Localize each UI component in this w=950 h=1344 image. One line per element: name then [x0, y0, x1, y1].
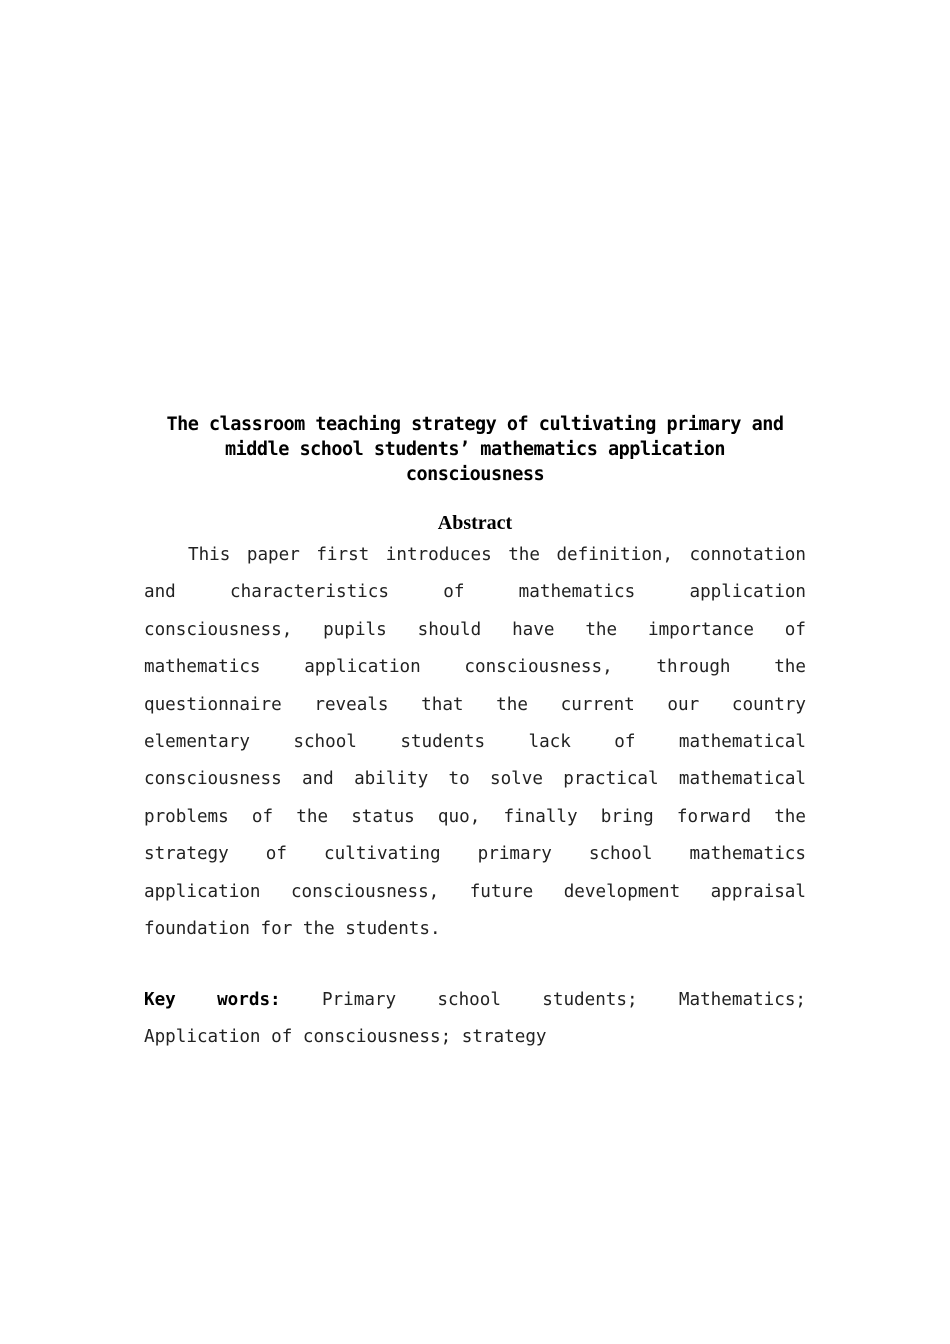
keywords-line-1: [144, 982, 806, 1019]
title-line-1: The classroom teaching strategy of cultivating primary and: [166, 414, 784, 435]
abstract-line-1: This paper first introduces the definition, connotation: [188, 545, 806, 565]
title-line-3: consciousness: [405, 464, 545, 485]
keywords-line-2: Application of consciousness; strategy: [144, 1027, 547, 1048]
abstract-line-7: consciousness and ability to solve practical mathematical: [144, 769, 806, 790]
abstract-line-11: foundation for the students.: [144, 918, 441, 939]
paper-title: [140, 412, 810, 487]
abstract-line-2: and characteristics of mathematics application: [144, 582, 806, 603]
abstract-line-9: strategy of cultivating primary school mathematics: [144, 844, 806, 865]
abstract-body: [144, 537, 806, 948]
keywords-section: [144, 982, 806, 1057]
abstract-line-5: questionnaire reveals that the current our country: [144, 694, 806, 715]
abstract-line-3: consciousness, pupils should have the importance of: [144, 619, 806, 640]
abstract-line-10: application consciousness, future development appraisal: [144, 881, 806, 902]
abstract-line-4: mathematics application consciousness, through the: [144, 657, 806, 678]
title-line-2: middle school students’ mathematics application: [225, 439, 725, 460]
abstract-line-8: problems of the status quo, finally bring forward the: [144, 806, 806, 827]
keywords-text-1: Primary school students; Mathematics;: [321, 990, 806, 1010]
abstract-line-6: elementary school students lack of mathematical: [144, 731, 806, 752]
abstract-heading: Abstract: [437, 512, 513, 534]
keywords-label: Key words:: [144, 990, 281, 1010]
